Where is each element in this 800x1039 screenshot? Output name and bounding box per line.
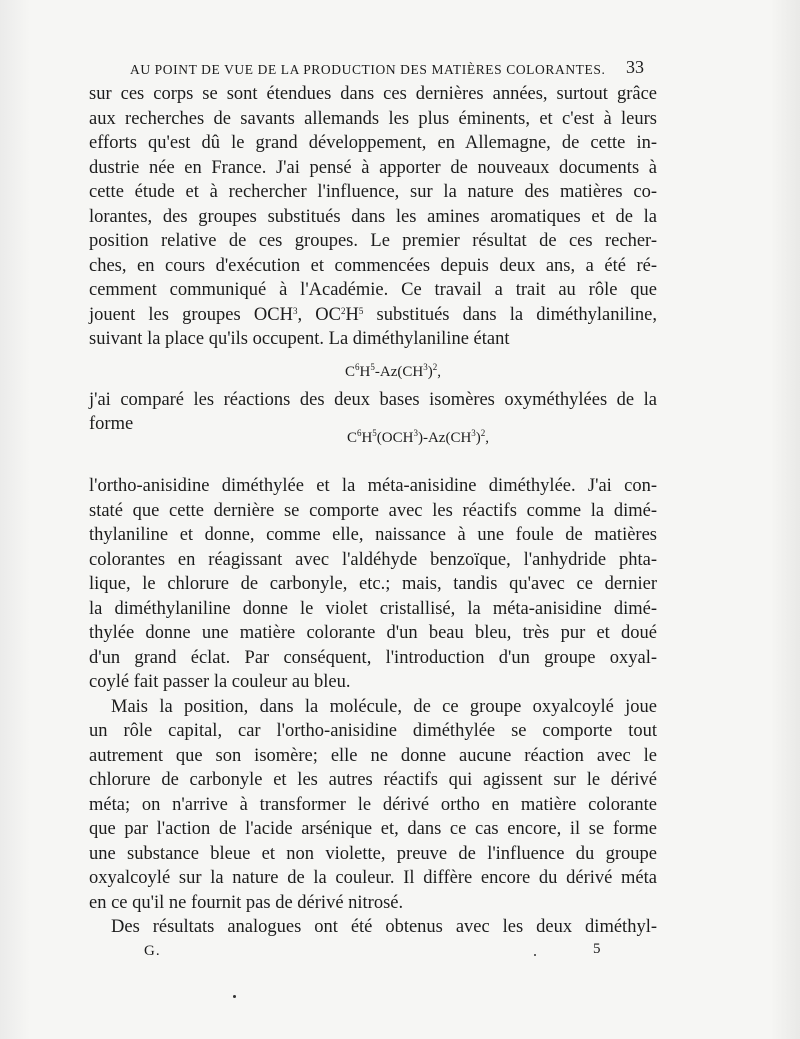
text-line: j'ai comparé les réactions des deux bases isomères oxyméthylées de la — [89, 389, 657, 410]
text-line: chlorure de carbonyle et les autres réactifs qui agissent sur le dérivé — [89, 770, 657, 790]
text-line: thylée donne une matière colorante d'un beau bleu, très pur et doué — [89, 623, 657, 643]
text-line: ches, en cours d'exécution et commencées depuis deux ans, a été ré- — [89, 255, 657, 276]
text-line: une substance bleue et non violette, preuve de l'influence du groupe — [89, 843, 657, 864]
text-line: thylaniline et donne, comme elle, naissance à une foule de matières — [89, 525, 657, 545]
text-line: un rôle capital, car l'ortho-anisidine diméthylée se comporte tout — [89, 721, 657, 741]
text-line: autrement que son isomère; elle ne donne aucune réaction avec le — [89, 745, 657, 766]
text-line: que par l'action de l'acide arsénique et, dans ce cas encore, il se forme — [89, 819, 657, 839]
text-line: lorantes, des groupes substitués dans les amines aromatiques et de la — [89, 206, 657, 227]
text-line: coylé fait passer la couleur au bleu. — [89, 672, 351, 692]
text-line: méta; on n'arrive à transformer le dérivé ortho en matière colorante — [89, 794, 657, 815]
text-line: sur ces corps se sont étendues dans ces dernières années, surtout grâce — [89, 84, 657, 104]
page-number: 33 — [626, 57, 644, 77]
text-line: colorantes en réagissant avec l'aldéhyde benzoïque, l'anhydride phta- — [89, 549, 657, 570]
running-title: AU POINT DE VUE DE LA PRODUCTION DES MATIÈRES COLORANTES. — [130, 62, 606, 77]
text-line: position relative de ces groupes. Le premier résultat de ces recher- — [89, 231, 657, 251]
text-line: l'ortho-anisidine diméthylée et la méta-anisidine diméthylée. J'ai con- — [89, 476, 657, 496]
chemical-formula-anisidine: $C^6H^5(OCH^3)-Az(CH^3)^2$, — [346, 428, 490, 446]
text-line: dustrie née en France. J'ai pensé à apporter de nouveaux documents à — [89, 157, 657, 178]
text-line: cemment communiqué à l'Académie. Ce travail a trait au rôle que — [89, 280, 657, 300]
signature-mark: G. — [144, 943, 161, 959]
text-line: Des résultats analogues ont été obtenus avec les deux diméthyl- — [111, 917, 657, 937]
text-line: staté que cette dernière se comporte avec les réactifs comme la dimé- — [89, 500, 657, 521]
text-line: d'un grand éclat. Par conséquent, l'introduction d'un groupe oxyal- — [89, 647, 657, 668]
text-line: la diméthylaniline donne le violet cristallisé, la méta-anisidine dimé- — [89, 598, 657, 619]
sheet-number: 5 — [593, 941, 601, 957]
text-line: lique, le chlorure de carbonyle, etc.; mais, tandis qu'avec ce dernier — [89, 574, 657, 594]
text-line: Mais la position, dans la molécule, de ce groupe oxyalcoylé joue — [111, 696, 657, 717]
text-line: suivant la place qu'ils occupent. La diméthylaniline étant — [89, 329, 510, 349]
text-line: aux recherches de savants allemands les plus éminents, et c'est à leurs — [89, 108, 657, 129]
chemical-formula-dimethylaniline: $C^6H^5-Az(CH^3)^2$, — [345, 361, 441, 380]
text-line: en ce qu'il ne fournit pas de dérivé nitrosé. — [89, 892, 404, 913]
text-line: forme — [89, 414, 134, 434]
print-speck — [233, 995, 236, 998]
text-line-with-formula: jouent les groupes OCH$^3$, $OC^2H^5$ substitués dans la diméthylaniline, — [89, 304, 657, 325]
text-line: efforts qu'est dû le grand développement, en Allemagne, de cette in- — [89, 133, 657, 153]
body-text — [89, 82, 657, 940]
text-line: oxyalcoylé sur la nature de la couleur. Il diffère encore du dérivé méta — [89, 868, 657, 888]
print-speck — [534, 954, 536, 956]
text-line: cette étude et à rechercher l'influence, sur la nature des matières co- — [89, 182, 657, 202]
